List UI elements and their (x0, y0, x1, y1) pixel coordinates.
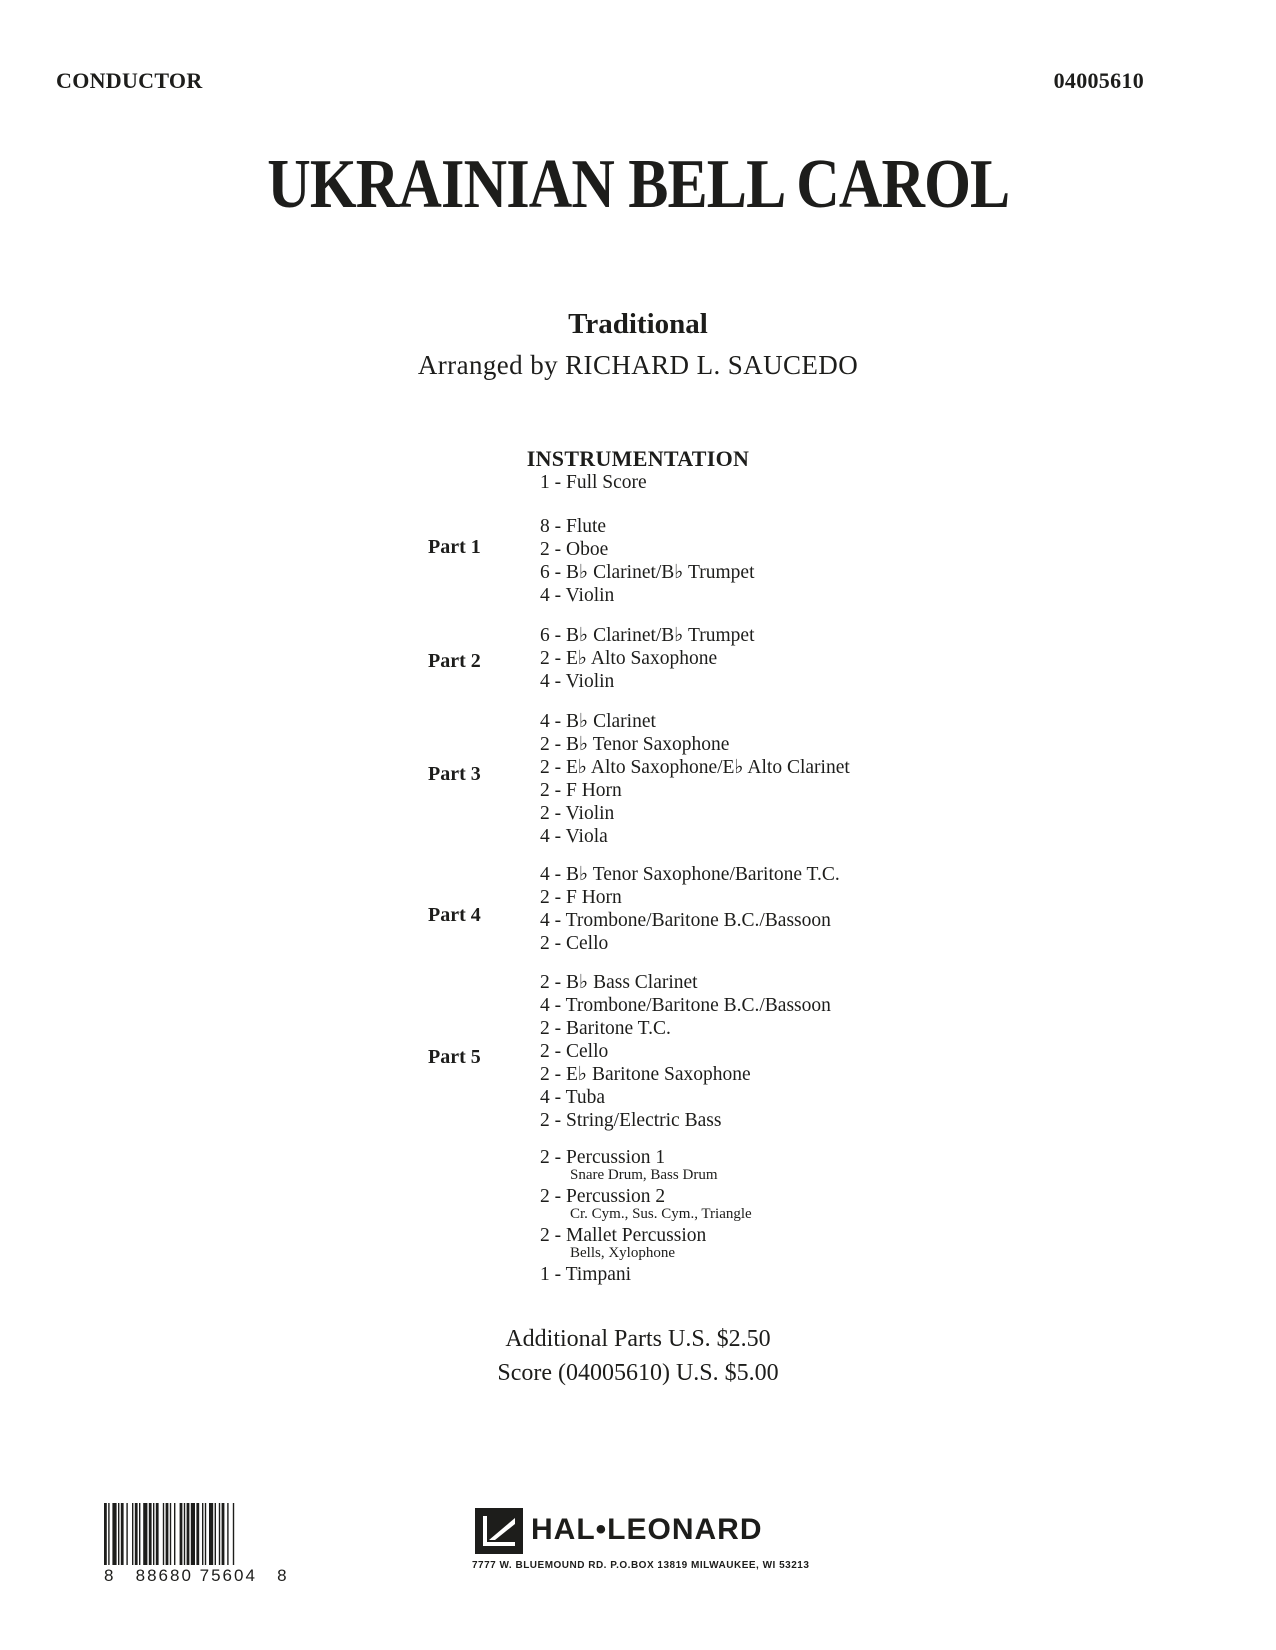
publisher-address: 7777 W. BLUEMOUND RD. P.O.BOX 13819 MILWAUKEE, WI 53213 (472, 1560, 810, 1571)
part-1-label: Part 1 (428, 536, 481, 558)
arranger: Arranged by RICHARD L. SAUCEDO (417, 350, 859, 380)
list-item-detail: Snare Drum, Bass Drum (570, 1167, 718, 1183)
full-score-line: 1 - Full Score (540, 472, 647, 493)
list-item: 2 - Cello (540, 1041, 609, 1062)
conductor-label: CONDUCTOR (56, 68, 203, 93)
list-item: 4 - Viola (540, 826, 608, 847)
barcode (104, 1503, 274, 1565)
list-item-detail: Cr. Cym., Sus. Cym., Triangle (570, 1206, 752, 1222)
list-item: 2 - B♭ Tenor Saxophone (540, 734, 730, 755)
composer: Traditional (568, 308, 708, 340)
part-5-list (540, 971, 831, 1132)
score-price: Score (04005610) U.S. $5.00 (497, 1360, 779, 1386)
list-item: 2 - B♭ Bass Clarinet (540, 972, 698, 993)
list-item: 2 - String/Electric Bass (540, 1110, 722, 1131)
list-item: 2 - Cello (540, 933, 609, 954)
list-item: 8 - Flute (540, 516, 607, 537)
list-item: 6 - B♭ Clarinet/B♭ Trumpet (540, 562, 755, 583)
list-item: 4 - B♭ Clarinet (540, 711, 656, 732)
part-5-label: Part 5 (428, 1046, 481, 1068)
list-item: 2 - E♭ Baritone Saxophone (540, 1064, 751, 1085)
list-item: 2 - F Horn (540, 887, 622, 908)
part-3-label: Part 3 (428, 763, 481, 785)
list-item: 4 - Trombone/Baritone B.C./Bassoon (540, 910, 831, 931)
list-item: 4 - Trombone/Baritone B.C./Bassoon (540, 995, 831, 1016)
list-item: 4 - Violin (540, 585, 615, 606)
hal-leonard-logo-icon (475, 1508, 523, 1554)
publisher-logo (475, 1508, 835, 1558)
list-item: 2 - Baritone T.C. (540, 1018, 671, 1039)
list-item: 2 - F Horn (540, 780, 622, 801)
list-item: 2 - Percussion 2 (540, 1186, 666, 1207)
list-item: 2 - E♭ Alto Saxophone/E♭ Alto Clarinet (540, 757, 850, 778)
list-item: 2 - E♭ Alto Saxophone (540, 648, 718, 669)
part-4-label: Part 4 (428, 904, 481, 926)
list-item: 1 - Timpani (540, 1264, 632, 1285)
list-item-detail: Bells, Xylophone (570, 1245, 675, 1261)
list-item: 4 - Violin (540, 671, 615, 692)
part-2-label: Part 2 (428, 650, 481, 672)
publisher-name: HAL•LEONARD (531, 1513, 763, 1546)
part-1-list (540, 515, 755, 607)
list-item: 2 - Percussion 1 (540, 1147, 666, 1168)
page-title: UKRAINIAN BELL CAROL (267, 146, 1010, 223)
list-item: 6 - B♭ Clarinet/B♭ Trumpet (540, 625, 755, 646)
part-3-list (540, 710, 850, 848)
percussion-list (540, 1146, 752, 1286)
list-item: 4 - B♭ Tenor Saxophone/Baritone T.C. (540, 864, 840, 885)
list-item: 2 - Oboe (540, 539, 609, 560)
part-4-list (540, 863, 840, 955)
list-item: 2 - Mallet Percussion (540, 1225, 707, 1246)
product-code: 04005610 (1053, 68, 1144, 93)
barcode-digits: 8 88680 75604 8 (104, 1566, 289, 1585)
part-2-list (540, 624, 755, 693)
instrumentation-heading: INSTRUMENTATION (526, 446, 750, 471)
list-item: 2 - Violin (540, 803, 615, 824)
list-item: 4 - Tuba (540, 1087, 606, 1108)
additional-parts-price: Additional Parts U.S. $2.50 (505, 1326, 771, 1352)
